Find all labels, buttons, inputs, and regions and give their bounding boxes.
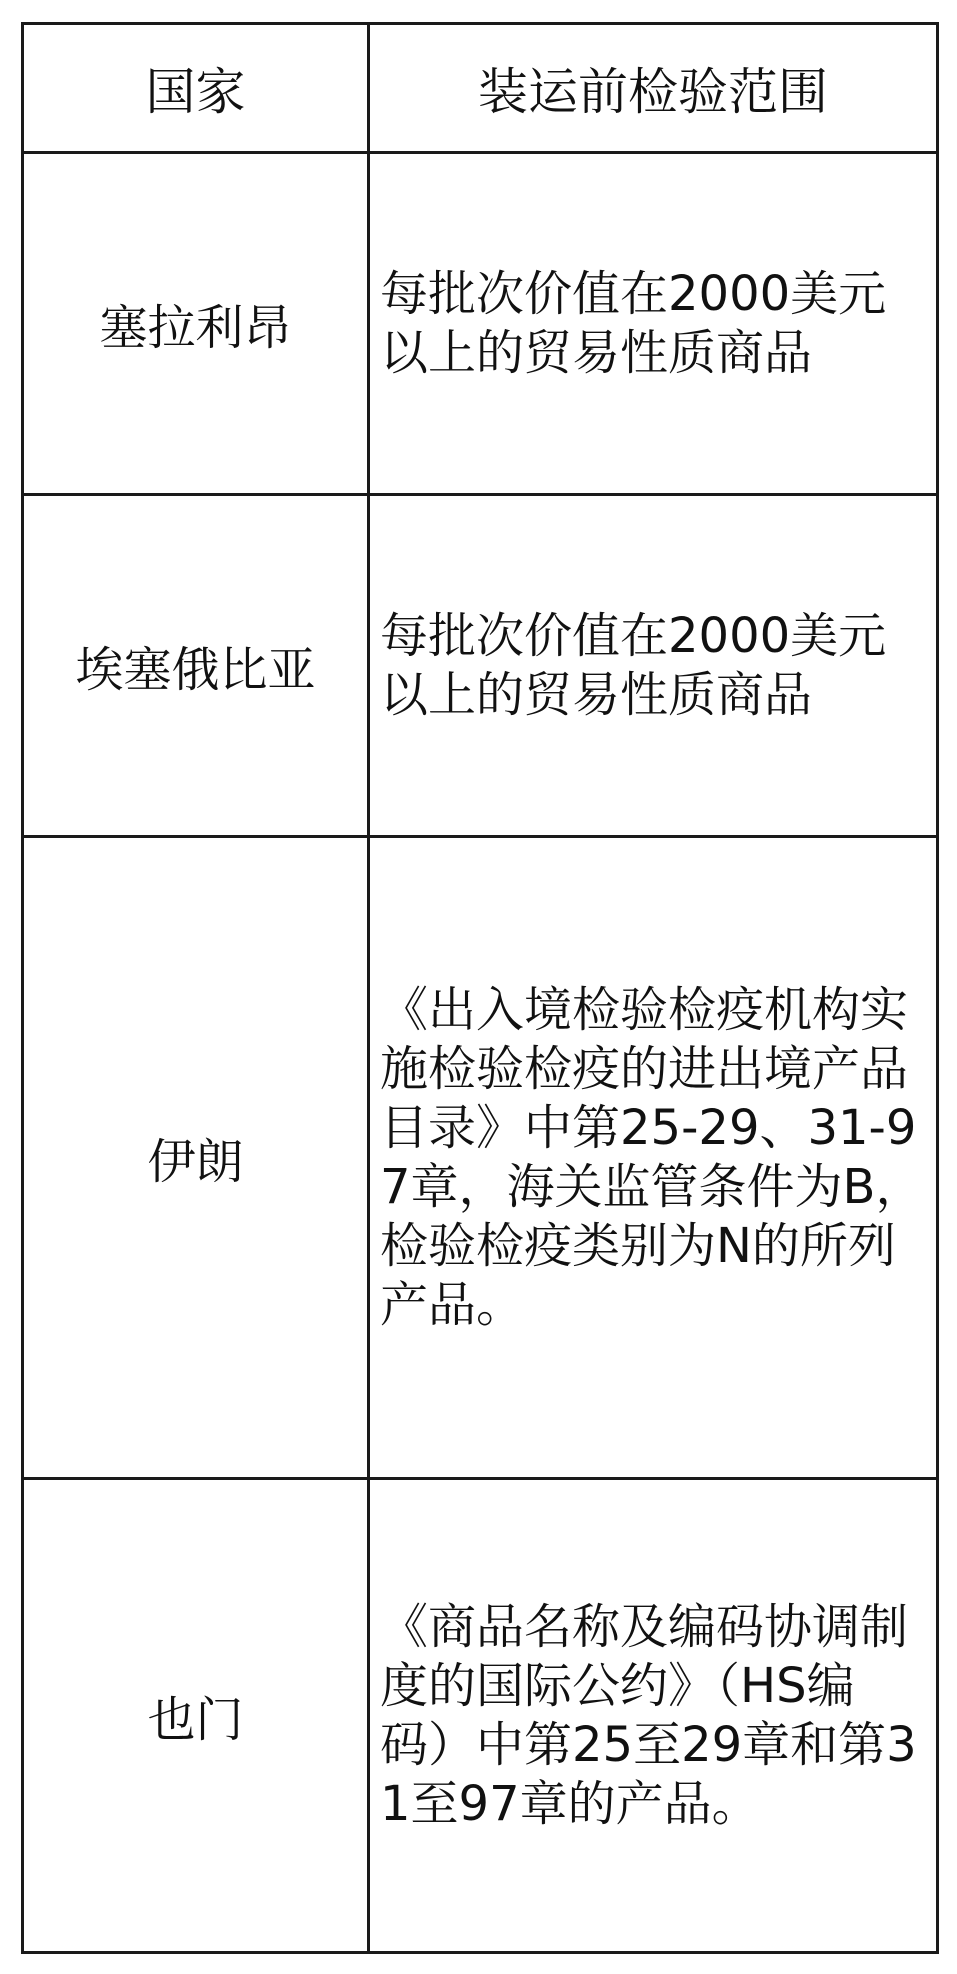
scope-cell: 每批次价值在2000美元以上的贸易性质商品: [369, 153, 938, 495]
table-row: [23, 495, 938, 837]
scope-cell: 《出入境检验检疫机构实施检验检疫的进出境产品目录》中第25-29、31-97章，海关监管条件为B，检验检疫类别为N的所列产品。: [369, 837, 938, 1479]
country-cell: 伊朗: [23, 837, 369, 1479]
table-row: [23, 1479, 938, 1953]
table-row: [23, 153, 938, 495]
country-cell: 埃塞俄比亚: [23, 495, 369, 837]
pre-shipment-inspection-table: [21, 22, 939, 1954]
table-header-row: [23, 24, 938, 153]
country-cell: 塞拉利昂: [23, 153, 369, 495]
country-cell: 也门: [23, 1479, 369, 1953]
table-row: [23, 837, 938, 1479]
header-inspection-scope: 装运前检验范围: [369, 24, 938, 153]
scope-cell: 《商品名称及编码协调制度的国际公约》（HS编码）中第25至29章和第31至97章的产品。: [369, 1479, 938, 1953]
scope-cell: 每批次价值在2000美元以上的贸易性质商品: [369, 495, 938, 837]
header-country: 国家: [23, 24, 369, 153]
